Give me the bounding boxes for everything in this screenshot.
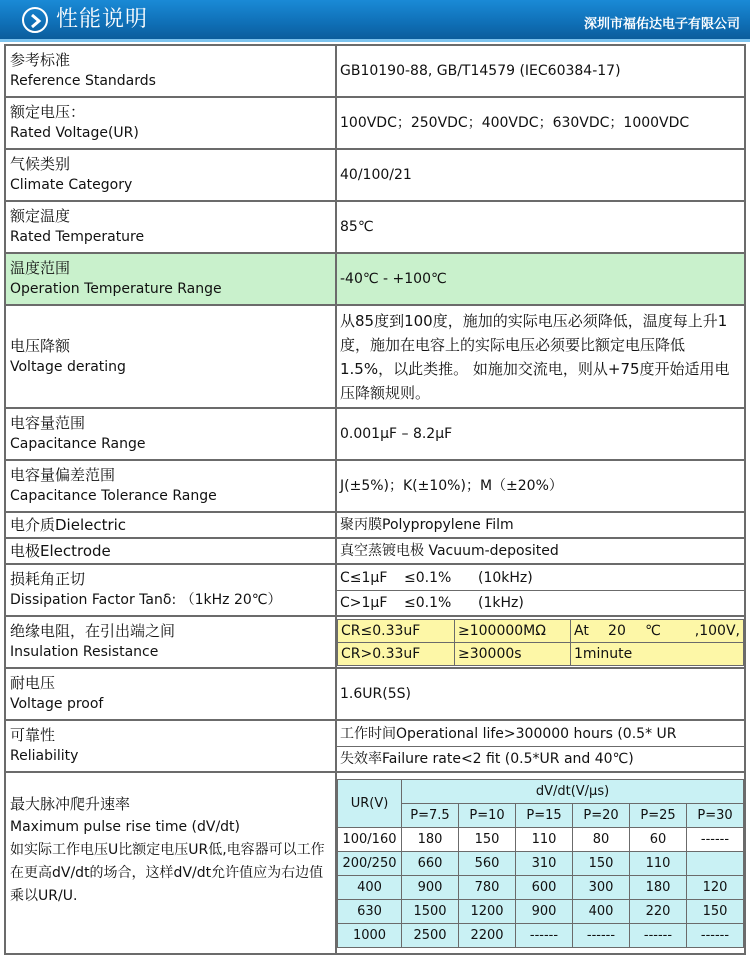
spec-value bbox=[336, 720, 745, 772]
spec-value bbox=[336, 616, 745, 668]
spec-label: 可靠性 Reliability bbox=[5, 720, 336, 772]
dvdt-row bbox=[338, 827, 744, 851]
dvdt-ur-header: UR(V) bbox=[338, 779, 402, 827]
dvdt-cell bbox=[687, 851, 744, 875]
dissipation-freq: (1kHz) bbox=[475, 590, 744, 615]
spec-row bbox=[5, 772, 745, 954]
spec-value: GB10190-88, GB/T14579 (IEC60384-17) bbox=[336, 45, 745, 97]
dvdt-cell: 300 bbox=[573, 875, 630, 899]
dvdt-p-header: P=30 bbox=[687, 803, 744, 827]
dissipation-value: ≤0.1% bbox=[404, 569, 452, 586]
spec-row bbox=[5, 460, 745, 512]
spec-label: 电介质Dielectric bbox=[5, 512, 336, 538]
insulation-condition: At 20 ℃ ,100V, bbox=[571, 619, 744, 642]
dvdt-p-header: P=10 bbox=[459, 803, 516, 827]
spec-row bbox=[5, 45, 745, 97]
spec-value: 真空蒸镀电极 Vacuum-deposited bbox=[336, 538, 745, 564]
spec-value: 聚丙膜Polypropylene Film bbox=[336, 512, 745, 538]
spec-value: 0.001μF – 8.2μF bbox=[336, 408, 745, 460]
spec-label: 电容量偏差范围 Capacitance Tolerance Range bbox=[5, 460, 336, 512]
dvdt-row bbox=[338, 923, 744, 947]
dvdt-ur: 1000 bbox=[338, 923, 402, 947]
dvdt-p-header: P=20 bbox=[573, 803, 630, 827]
reliability-failure: 失效率Failure rate<2 fit (0.5*UR and 40℃) bbox=[337, 746, 744, 771]
dissipation-cap: C>1μF bbox=[337, 590, 401, 615]
dvdt-cell: ------ bbox=[516, 923, 573, 947]
dvdt-cell: 780 bbox=[459, 875, 516, 899]
spec-row bbox=[5, 408, 745, 460]
spec-label: 气候类别 Climate Category bbox=[5, 149, 336, 201]
dvdt-p-header: P=7.5 bbox=[402, 803, 459, 827]
dvdt-cell: 400 bbox=[573, 899, 630, 923]
spec-row bbox=[5, 512, 745, 538]
spec-value: 85℃ bbox=[336, 201, 745, 253]
dvdt-cell: 150 bbox=[687, 899, 744, 923]
spec-row bbox=[5, 720, 745, 772]
dvdt-p-header: P=15 bbox=[516, 803, 573, 827]
spec-row bbox=[5, 616, 745, 668]
dvdt-row bbox=[338, 875, 744, 899]
dvdt-cell: 1200 bbox=[459, 899, 516, 923]
dvdt-cell: 900 bbox=[516, 899, 573, 923]
spec-label: 电容量范围 Capacitance Range bbox=[5, 408, 336, 460]
spec-row bbox=[5, 305, 745, 408]
dissipation-cap: C≤1μF bbox=[340, 569, 388, 586]
dissipation-freq: (10kHz) bbox=[478, 569, 533, 586]
dvdt-cell: 60 bbox=[630, 827, 687, 851]
dvdt-ur: 630 bbox=[338, 899, 402, 923]
dvdt-cell: 560 bbox=[459, 851, 516, 875]
dvdt-cell: 150 bbox=[459, 827, 516, 851]
dvdt-cell: 120 bbox=[687, 875, 744, 899]
spec-label: 额定电压： Rated Voltage(UR) bbox=[5, 97, 336, 149]
spec-value: 100VDC；250VDC；400VDC；630VDC；1000VDC bbox=[336, 97, 745, 149]
dvdt-table bbox=[337, 779, 744, 948]
spec-row bbox=[5, 201, 745, 253]
spec-value: 从85度到100度，施加的实际电压必须降低，温度每上升1度，施加在电容上的实际电压必须要比额定电压降低1.5%，以此类推。 如施加交流电，则从+75度开始适用电压降额规则。 bbox=[336, 305, 745, 408]
spec-row bbox=[5, 149, 745, 201]
spec-label: 电压降额 Voltage derating bbox=[5, 305, 336, 408]
spec-label: 损耗角正切 Dissipation Factor Tanδ: （1kHz 20℃） bbox=[5, 564, 336, 616]
dvdt-cell: 2200 bbox=[459, 923, 516, 947]
dvdt-ur: 100/160 bbox=[338, 827, 402, 851]
spec-label: 绝缘电阻，在引出端之间 Insulation Resistance bbox=[5, 616, 336, 668]
insulation-value: ≥30000s bbox=[455, 642, 571, 665]
dvdt-cell: 80 bbox=[573, 827, 630, 851]
spec-table bbox=[4, 44, 746, 955]
insulation-table bbox=[337, 619, 744, 666]
dvdt-cell: ------ bbox=[573, 923, 630, 947]
spec-row bbox=[5, 668, 745, 720]
spec-label: 电极Electrode bbox=[5, 538, 336, 564]
spec-label: 额定温度 Rated Temperature bbox=[5, 201, 336, 253]
dissipation-table bbox=[337, 566, 744, 615]
dvdt-cell: 2500 bbox=[402, 923, 459, 947]
dvdt-cell: 180 bbox=[630, 875, 687, 899]
spec-label: 参考标准 Reference Standards bbox=[5, 45, 336, 97]
dvdt-cell: 1500 bbox=[402, 899, 459, 923]
dvdt-row bbox=[338, 899, 744, 923]
dvdt-cell: 110 bbox=[516, 827, 573, 851]
dvdt-ur: 400 bbox=[338, 875, 402, 899]
dvdt-cell: 110 bbox=[630, 851, 687, 875]
spec-row bbox=[5, 253, 745, 305]
dvdt-cell: ------ bbox=[687, 923, 744, 947]
spec-value: J(±5%)；K(±10%)；M（±20%） bbox=[336, 460, 745, 512]
insulation-value: ≥100000MΩ bbox=[455, 619, 571, 642]
dvdt-cell: 900 bbox=[402, 875, 459, 899]
dvdt-cell: 600 bbox=[516, 875, 573, 899]
spec-row bbox=[5, 97, 745, 149]
section-title: 性能说明 bbox=[56, 7, 149, 32]
dvdt-p-header: P=25 bbox=[630, 803, 687, 827]
dvdt-cell: ------ bbox=[687, 827, 744, 851]
spec-value: -40℃ - +100℃ bbox=[336, 253, 745, 305]
dvdt-cell: 220 bbox=[630, 899, 687, 923]
insulation-cap: CR>0.33uF bbox=[338, 642, 455, 665]
dvdt-cell: ------ bbox=[630, 923, 687, 947]
insulation-condition: 1minute bbox=[571, 642, 744, 665]
dvdt-cell: 150 bbox=[573, 851, 630, 875]
spec-label: 最大脉冲爬升速率 Maximum pulse rise time (dV/dt) 如实际工作电压U比额定电压UR低,电容器可以工作在更高dV/dt的场合，这样dV/dt允许值应为右边值乘以UR/U. bbox=[5, 772, 336, 954]
reliability-life: 工作时间Operational life>300000 hours (0.5* UR bbox=[340, 725, 677, 742]
spec-value bbox=[336, 772, 745, 954]
spec-value bbox=[336, 564, 745, 616]
company-name: 深圳市福佑达电子有限公司 bbox=[583, 17, 740, 32]
chevron-right-icon bbox=[22, 7, 48, 33]
spec-row bbox=[5, 564, 745, 616]
spec-value: 1.6UR(5S) bbox=[336, 668, 745, 720]
insulation-cap: CR≤0.33uF bbox=[338, 619, 455, 642]
dvdt-row bbox=[338, 851, 744, 875]
spec-value: 40/100/21 bbox=[336, 149, 745, 201]
dissipation-value: ≤0.1% bbox=[401, 590, 475, 615]
spec-row bbox=[5, 538, 745, 564]
dvdt-cell: 310 bbox=[516, 851, 573, 875]
reliability-table bbox=[337, 722, 744, 771]
dvdt-group-header: dV/dt(V/μs) bbox=[402, 779, 744, 803]
dvdt-cell: 180 bbox=[402, 827, 459, 851]
dvdt-ur: 200/250 bbox=[338, 851, 402, 875]
dvdt-cell: 660 bbox=[402, 851, 459, 875]
page-header bbox=[0, 0, 750, 42]
spec-label: 耐电压 Voltage proof bbox=[5, 668, 336, 720]
spec-label: 温度范围 Operation Temperature Range bbox=[5, 253, 336, 305]
